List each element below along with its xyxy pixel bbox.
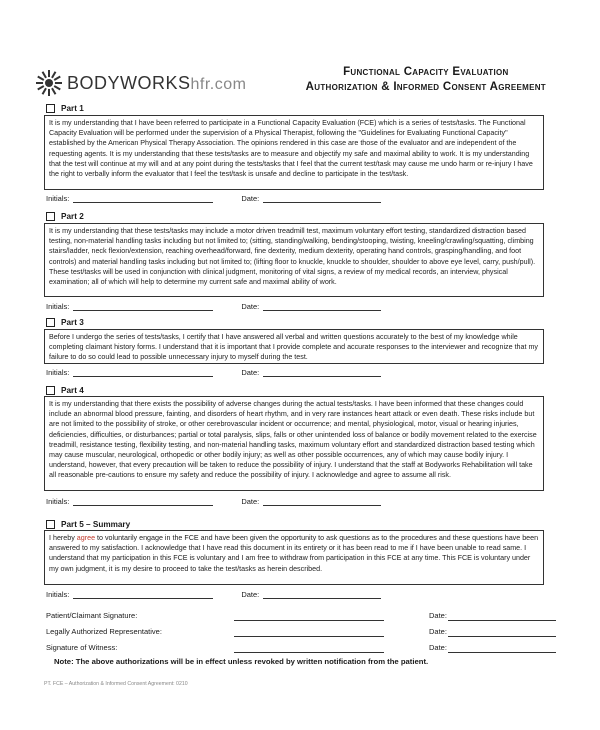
part-2-initials-field[interactable] — [73, 302, 213, 311]
representative-date-label: Date: — [429, 627, 447, 636]
witness-date-label: Date: — [429, 643, 447, 652]
representative-date-field[interactable] — [448, 636, 556, 637]
representative-signature-row — [46, 627, 556, 639]
part-5-initials-row — [46, 590, 381, 599]
part-1-checkbox[interactable] — [46, 104, 55, 113]
witness-date-field[interactable] — [448, 652, 556, 653]
part-5-heading — [46, 520, 130, 529]
footer-form-id: PT. FCE – Authorization & Informed Consent Agreement: 0210 — [44, 681, 188, 687]
initials-label: Initials: — [46, 302, 70, 311]
part-5-date-field[interactable] — [263, 590, 381, 599]
representative-signature-field[interactable] — [234, 636, 384, 637]
part-1-initials-row — [46, 194, 381, 203]
part-3-title: Part 3 — [61, 318, 84, 327]
initials-label: Initials: — [46, 590, 70, 599]
bodyworks-logo — [36, 70, 246, 96]
part-5-initials-field[interactable] — [73, 590, 213, 599]
part-1-initials-field[interactable] — [73, 194, 213, 203]
part-4-initials-row — [46, 497, 381, 506]
logo-domain: hfr.com — [190, 75, 247, 93]
patient-date-field[interactable] — [448, 620, 556, 621]
part-5-checkbox[interactable] — [46, 520, 55, 529]
witness-signature-row — [46, 643, 556, 655]
part-2-initials-row — [46, 302, 381, 311]
revocation-note: Note: The above authorizations will be in effect unless revoked by written notification from the patient. — [54, 657, 429, 666]
title-line-1: Functional Capacity Evaluation — [343, 66, 509, 78]
part-5-title: Part 5 – Summary — [61, 520, 131, 529]
date-label: Date: — [241, 590, 260, 599]
patient-signature-label: Patient/Claimant Signature: — [46, 611, 138, 620]
part-4-date-field[interactable] — [263, 497, 381, 506]
date-label: Date: — [241, 368, 260, 377]
initials-label: Initials: — [46, 368, 70, 377]
part-2-heading — [46, 212, 84, 221]
witness-signature-label: Signature of Witness: — [46, 643, 118, 652]
part-1-heading — [46, 104, 84, 113]
logo-text — [67, 74, 246, 93]
part-3-checkbox[interactable] — [46, 318, 55, 327]
part-2-text-box: It is my understanding that these tests/tasks may include a motor driven treadmill test, maximum voluntary effort testing, standardized distraction based testing, non-material handling tasks including but not limited to; (sitting, standing/walking, bending/stooping, twisting, kneeling/crawling/squatting, climbing stairs/ladder, neck flexion/extension, reaching overhead/forward, fine dexterity, medium dexterity, operating hand controls, grasping/handling, and foot controls) and material handling tasks including but not limited to; (lifting floor to knuckle, knuckle to shoulder, shoulder to above eye level, carry, push/pull). These test/tasks will be used in conjunction with clinical judgment, monitoring of vital signs, a review of my medical records, an interview, physical examination; all of which will help to determine my current safe and maximal ability of work. — [44, 223, 544, 297]
part-4-heading — [46, 386, 84, 395]
logo-mark-icon — [36, 70, 62, 96]
patient-signature-row — [46, 611, 556, 623]
agree-word: agree — [76, 534, 96, 542]
part-2-title: Part 2 — [61, 212, 84, 221]
title-line-2: Authorization & Informed Consent Agreement — [305, 81, 546, 93]
part-5-text-after: to voluntarily engage in the FCE and have been given the opportunity to ask questions as to the procedures and these questions have been answered to my satisfaction. I acknowledge that I have read this document in its entirety or it has been read to me if I have been unable to read same. I understand that my participation in this FCE is voluntary and I am free to withdraw from participation in this FCE at any time. This FCE is voluntary under my own judgment, it is my desire to proceed to take the test/tasks as herein described. — [49, 534, 539, 573]
initials-label: Initials: — [46, 497, 70, 506]
part-2-checkbox[interactable] — [46, 212, 55, 221]
part-4-initials-field[interactable] — [73, 497, 213, 506]
part-3-heading — [46, 318, 84, 327]
part-2-date-field[interactable] — [263, 302, 381, 311]
representative-signature-label: Legally Authorized Representative: — [46, 627, 162, 636]
part-4-checkbox[interactable] — [46, 386, 55, 395]
part-3-initials-field[interactable] — [73, 368, 213, 377]
part-1-date-field[interactable] — [263, 194, 381, 203]
part-5-text-before: I hereby — [49, 534, 77, 542]
witness-signature-field[interactable] — [234, 652, 384, 653]
part-4-text-box: It is my understanding that there exists the possibility of adverse changes during the actual tests/tasks. I have been informed that these changes could include an abnormal blood pressure, fainting, and disorders of heart rhythm, and in very rare instances heart attack or even death. These risks include but are not limited to the possibility of stroke, or other cerebrovascular incident or occurrence; and mental, physiological, motor, visual or hearing injuries, deficiencies, difficulties, or disturbances; partial or total paralysis, slips, falls or other unintended loss of balance or bodily movement related to the exercise treadmill, resistance testing, flexibility testing, and non-material handling tasks, maximum voluntary effort and standardized distraction based testing which may cause muscular, neurological, orthopedic or other bodily injury; as well as other possible occurrences, any of which may cause bodily injury. I understand, however, that every precaution will be taken to reduce the possibility of injury. I understand that the staff at Bodyworks Rehabilitation will take all reasonable pre-cautions to ensure my safety and reduce the possibility of injury. I acknowledge and agree to assume all risk. — [44, 396, 544, 491]
part-4-title: Part 4 — [61, 386, 84, 395]
part-3-text-box: Before I undergo the series of tests/tasks, I certify that I have answered all verbal and written questions accurately to the best of my knowledge while completing claimant history forms. I understand that it is important that I provide complete and accurate responses to the interviewer and recognize that my failure to do so could lead to possible unnecessary injury to myself during the test. — [44, 329, 544, 364]
part-1-title: Part 1 — [61, 104, 84, 113]
part-3-initials-row — [46, 368, 381, 377]
document-title — [306, 66, 546, 93]
part-3-date-field[interactable] — [263, 368, 381, 377]
part-5-text-box — [44, 530, 544, 585]
date-label: Date: — [241, 497, 260, 506]
part-1-text-box: It is my understanding that I have been referred to participate in a Functional Capacity Evaluation (FCE) which is a series of tests/tasks. The Functional Capacity Evaluation will be performed under the supervision of a Physical Therapist, following the "Guidelines for Evaluating Functional Capacity" established by the American Physical Therapy Association. The opinions rendered in this case are those of the evaluator and are independent of the requesting agents. It is my understanding that these tests/tasks are to measure and objectify my safe and maximal ability to work. It is my understanding that the test will continue at my will and at any point during the tests/tasks that I feel that the current test/task may cause me undo harm or re-injury I have the right to verbally inform the evaluator that I feel the test/task is unsafe and decline to participate in the test/task. — [44, 115, 544, 190]
date-label: Date: — [241, 194, 260, 203]
patient-signature-field[interactable] — [234, 620, 384, 621]
patient-date-label: Date: — [429, 611, 447, 620]
initials-label: Initials: — [46, 194, 70, 203]
logo-brand: BODYWORKS — [67, 72, 191, 93]
date-label: Date: — [241, 302, 260, 311]
